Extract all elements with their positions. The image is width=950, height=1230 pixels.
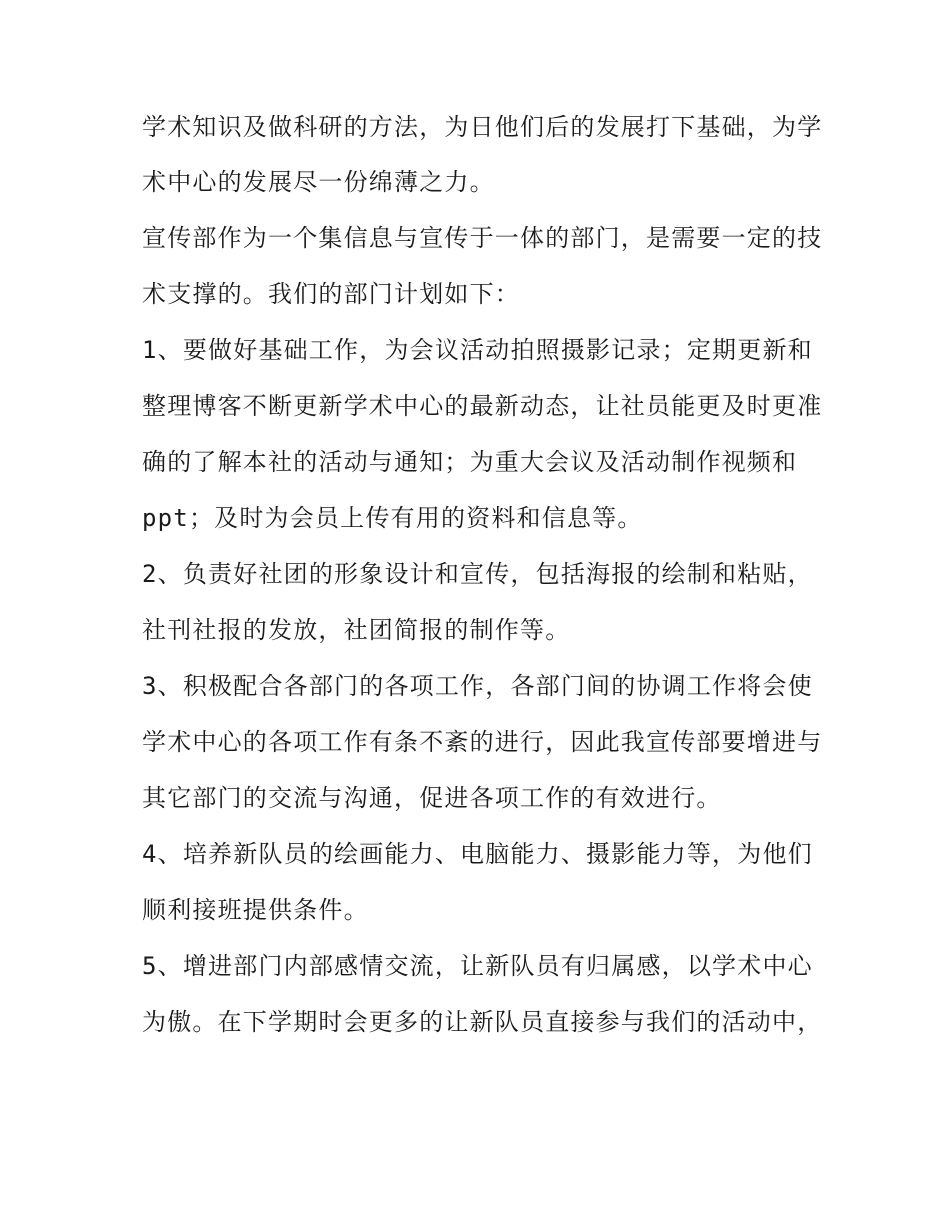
text-line: 整理博客不断更新学术中心的最新动态，让社员能更及时更准 xyxy=(142,392,823,420)
text-line: 宣传部作为一个集信息与宣传于一体的部门，是需要一定的技 xyxy=(142,224,823,252)
text-line: 术支撑的。我们的部门计划如下： xyxy=(142,280,520,308)
text-line: 1、要做好基础工作，为会议活动拍照摄影记录；定期更新和 xyxy=(142,336,813,364)
text-line: 4、培养新队员的绘画能力、电脑能力、摄影能力等，为他们 xyxy=(142,840,813,868)
text-line: 学术知识及做科研的方法，为日他们后的发展打下基础，为学 xyxy=(142,113,823,141)
text-line: 顺利接班提供条件。 xyxy=(142,896,369,924)
text-line: 术中心的发展尽一份绵薄之力。 xyxy=(142,168,495,196)
text-line: 确的了解本社的活动与通知；为重大会议及活动制作视频和 xyxy=(142,448,798,476)
text-line: 学术中心的各项工作有条不紊的进行，因此我宣传部要增进与 xyxy=(142,728,823,756)
text-line: 其它部门的交流与沟通，促进各项工作的有效进行。 xyxy=(142,784,722,812)
text-line: 5、增进部门内部感情交流，让新队员有归属感，以学术中心 xyxy=(142,952,813,980)
text-line: 为傲。在下学期时会更多的让新队员直接参与我们的活动中， xyxy=(142,1008,823,1036)
text-line: 3、积极配合各部门的各项工作，各部门间的协调工作将会使 xyxy=(142,672,813,700)
text-line: ppt；及时为会员上传有用的资料和信息等。 xyxy=(142,504,643,532)
text-line: 社刊社报的发放，社团简报的制作等。 xyxy=(142,616,571,644)
text-line: 2、负责好社团的形象设计和宣传，包括海报的绘制和粘贴， xyxy=(142,560,813,588)
